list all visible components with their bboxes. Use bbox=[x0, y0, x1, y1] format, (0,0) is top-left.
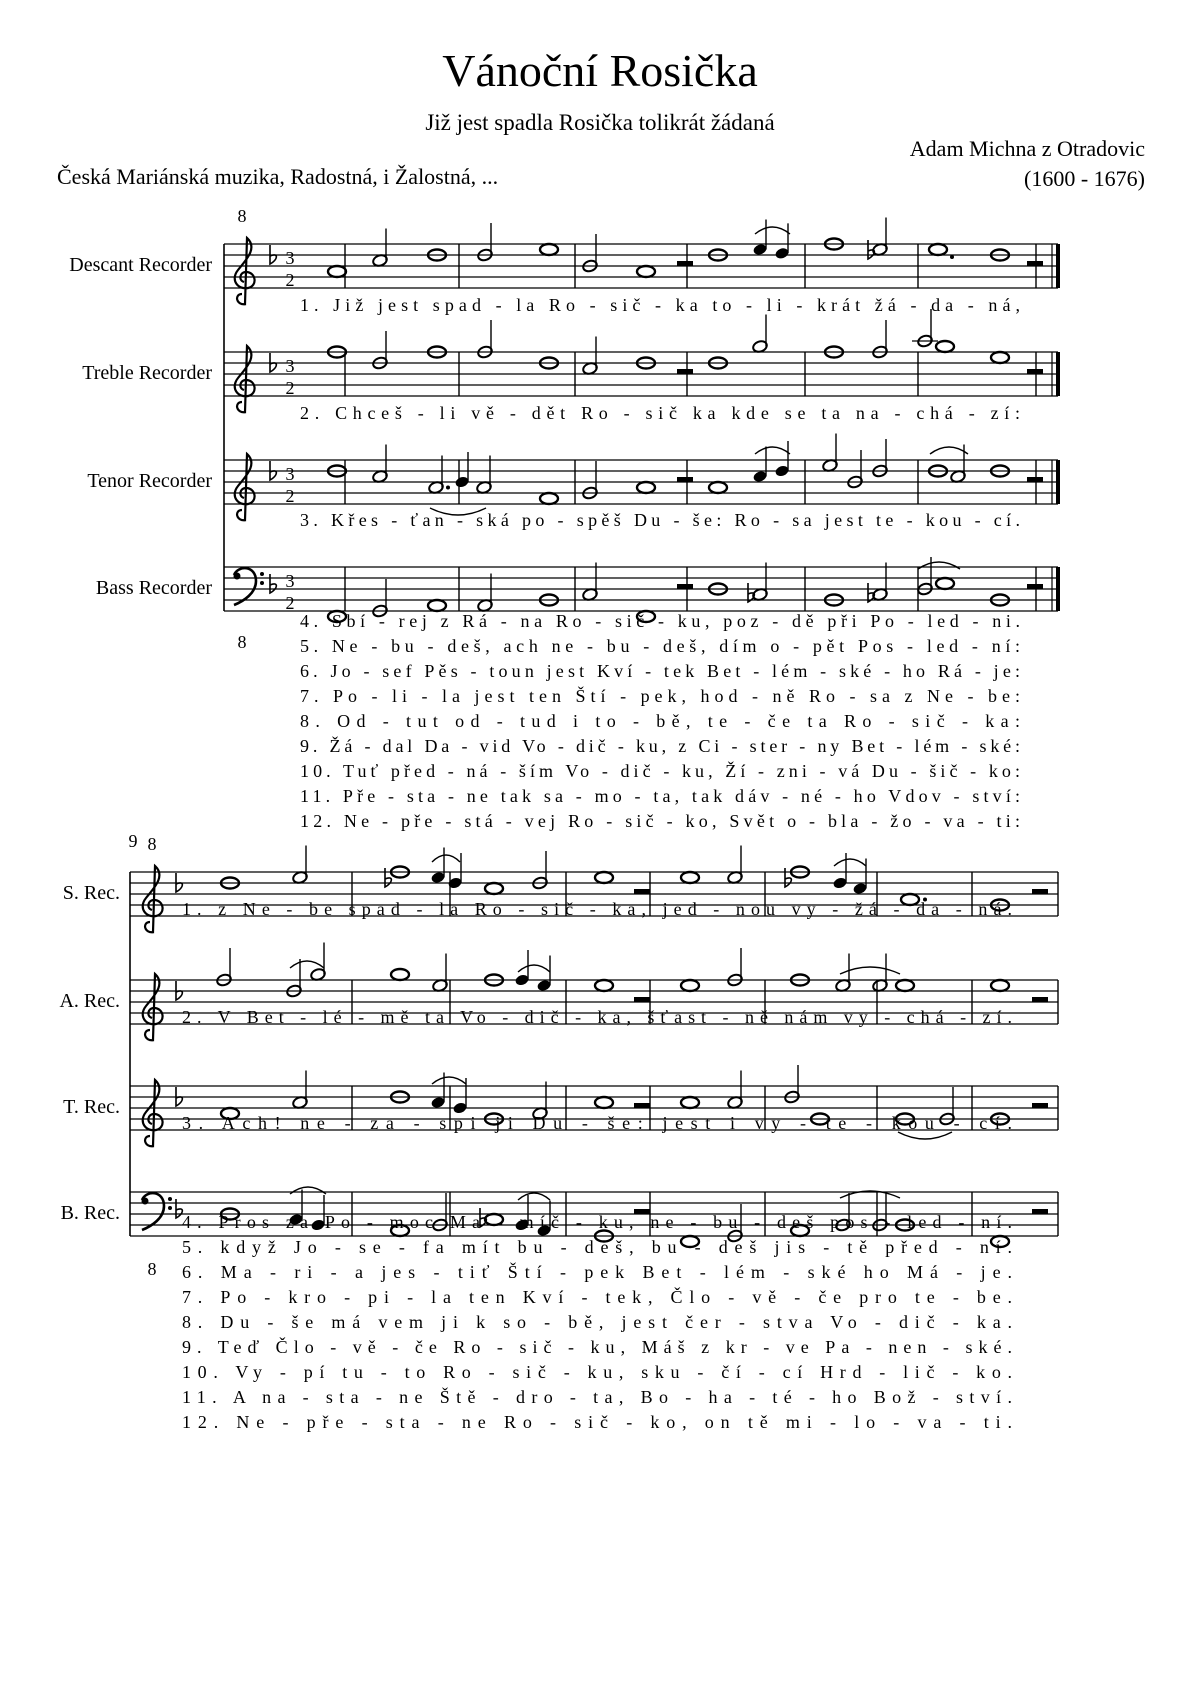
whole-note bbox=[936, 341, 954, 352]
whole-note bbox=[991, 980, 1009, 991]
treble-clef-icon bbox=[143, 1080, 163, 1146]
half-rest bbox=[677, 584, 693, 590]
treble-clef-icon bbox=[143, 974, 163, 1040]
instrument-label: Treble Recorder bbox=[82, 362, 212, 384]
source-line: Česká Mariánská muzika, Radostná, i Žalostná, ... bbox=[57, 164, 499, 189]
half-rest bbox=[634, 997, 650, 1003]
verse-line: 12. Ne - pře - stá - vej Ro - sič - ko, Svět o - bla - žo - va - ti: bbox=[300, 811, 1020, 831]
instrument-label: S. Rec. bbox=[62, 882, 120, 904]
whole-note bbox=[991, 352, 1009, 363]
verse-line: 12. Ne - pře - sta - ne Ro - sič - ko, on tě mi - lo - va - ti. bbox=[182, 1412, 1013, 1432]
half-rest bbox=[677, 261, 693, 267]
verse-line: 5. když Jo - se - fa mít bu - deš, bu - deš jis - tě před - ní. bbox=[182, 1237, 1013, 1257]
flat-sign-icon bbox=[868, 240, 874, 259]
dot bbox=[950, 255, 954, 259]
instrument-label: T. Rec. bbox=[63, 1096, 120, 1118]
verse-line: 1. z Ne - be spad - la Ro - sič - ka, jed - nou vy - žá - da - ná. bbox=[182, 899, 1012, 919]
whole-note bbox=[637, 266, 655, 277]
slur bbox=[834, 859, 866, 866]
treble-clef-icon bbox=[143, 866, 163, 932]
verse-line: 11. A na - sta - ne Ště - dro - ta, Bo - ha - té - ho Bož - ství. bbox=[182, 1387, 1012, 1407]
slur bbox=[518, 965, 550, 972]
whole-note bbox=[540, 493, 558, 504]
half-rest bbox=[1032, 1209, 1048, 1215]
whole-note bbox=[929, 244, 947, 255]
verse-line: 9. Teď Člo - vě - če Ro - sič - ku, Máš z kr - ve Pa - nen - ské. bbox=[182, 1337, 1012, 1357]
verse-line: 4. Pros za Po - moc Ma - míč - ku, ne - bu - deš pos - led - ní. bbox=[182, 1212, 1013, 1232]
octave-mark: 8 bbox=[147, 834, 157, 854]
whole-note bbox=[328, 266, 346, 277]
whole-note bbox=[428, 600, 446, 611]
verse-line: 9. Žá - dal Da - vid Vo - dič - ku, z Ci - ster - ny Bet - lém - ské: bbox=[300, 736, 1020, 756]
treble-clef-icon bbox=[235, 238, 255, 304]
time-sig-top: 3 bbox=[285, 464, 295, 484]
treble-clef-icon bbox=[235, 346, 255, 412]
instrument-label: Tenor Recorder bbox=[87, 470, 212, 492]
verse-line: 5. Ne - bu - deš, ach ne - bu - deš, dím o - pět Pos - led - ní: bbox=[300, 636, 1021, 656]
verse-line: 8. Od - tut od - tud i to - bě, te - če ta Ro - sič - ka: bbox=[300, 711, 1020, 731]
slur bbox=[755, 447, 790, 454]
octave-mark: 8 bbox=[147, 1259, 157, 1279]
time-sig-top: 3 bbox=[285, 356, 295, 376]
half-rest bbox=[1027, 261, 1043, 267]
verse-line: 10. Tuť před - ná - ším Vo - dič - ku, Ží - zni - vá Du - šič - ko: bbox=[300, 761, 1020, 781]
half-rest bbox=[677, 369, 693, 375]
flat-sign-icon bbox=[868, 583, 874, 602]
composer-name: Adam Michna z Otradovic bbox=[909, 136, 1145, 161]
bass-clef-dot bbox=[168, 1206, 172, 1210]
measure-number: 9 bbox=[128, 831, 138, 851]
whole-note bbox=[391, 969, 409, 980]
verse-line: 4. Sbí - rej z Rá - na Ro - sič - ku, poz - dě při Po - led - ni. bbox=[300, 611, 1020, 631]
half-rest bbox=[1032, 1103, 1048, 1109]
bass-clef-dot bbox=[142, 1198, 149, 1205]
verse-line: 3. Křes - ťan - ská po - spěš Du - še: Ro - sa jest te - kou - cí. bbox=[300, 510, 1020, 530]
instrument-label: A. Rec. bbox=[59, 990, 120, 1012]
whole-note bbox=[637, 482, 655, 493]
time-sig-bottom: 2 bbox=[285, 486, 295, 506]
verse-line: 1. Již jest spad - la Ro - sič - ka to - li - krát žá - da - ná, bbox=[300, 295, 1020, 315]
time-sig-bottom: 2 bbox=[285, 378, 295, 398]
whole-note bbox=[540, 244, 558, 255]
instrument-label: Bass Recorder bbox=[95, 577, 212, 599]
slur bbox=[755, 227, 790, 234]
whole-note bbox=[681, 872, 699, 883]
verse-line: 8. Du - še má vem ji k so - bě, jest čer - stva Vo - dič - ka. bbox=[182, 1312, 1013, 1332]
half-rest bbox=[634, 1103, 650, 1109]
slur bbox=[290, 961, 324, 968]
treble-clef-icon bbox=[235, 454, 255, 520]
composer-dates: (1600 - 1676) bbox=[1024, 166, 1145, 191]
whole-note bbox=[709, 482, 727, 493]
dot bbox=[446, 486, 450, 490]
whole-note bbox=[936, 578, 954, 589]
half-rest bbox=[634, 889, 650, 895]
whole-note bbox=[681, 1097, 699, 1108]
flat-sign-icon bbox=[270, 574, 276, 593]
instrument-label: Descant Recorder bbox=[69, 254, 212, 276]
verse-line: 7. Po - li - la jest ten Ští - pek, hod - ně Ro - sa z Ne - be: bbox=[300, 686, 1020, 706]
verse-line: 3. Ach! ne - za - spi ji Du - še: jest i vy - te - kou - cí. bbox=[182, 1113, 1013, 1133]
half-rest bbox=[1027, 369, 1043, 375]
whole-note bbox=[595, 1097, 613, 1108]
slur bbox=[898, 1132, 952, 1139]
half-rest bbox=[677, 477, 693, 483]
half-rest bbox=[1032, 889, 1048, 895]
slur bbox=[918, 562, 960, 569]
instrument-label: B. Rec. bbox=[60, 1202, 120, 1224]
octave-mark: 8 bbox=[237, 206, 247, 226]
time-sig-top: 3 bbox=[285, 571, 295, 591]
verse-line: 6. Jo - sef Pěs - toun jest Kví - tek Bet - lém - ské - ho Rá - je: bbox=[300, 661, 1020, 681]
bass-clef-dot bbox=[260, 572, 264, 576]
bass-clef-dot bbox=[234, 573, 241, 580]
whole-note bbox=[681, 980, 699, 991]
flat-sign-icon bbox=[748, 583, 754, 602]
whole-note bbox=[896, 980, 914, 991]
verse-line: 11. Pře - sta - ne tak sa - mo - ta, tak dáv - né - ho Vdov - ství: bbox=[300, 786, 1020, 806]
verse-line: 7. Po - kro - pi - la ten Kví - tek, Člo - vě - če pro te - be. bbox=[182, 1287, 1012, 1307]
slur bbox=[518, 1193, 550, 1200]
slur bbox=[290, 1187, 326, 1194]
verse-line: 6. Ma - ri - a jes - tiť Ští - pek Bet - lém - ské ho Má - je. bbox=[182, 1262, 1012, 1282]
half-rest bbox=[1032, 997, 1048, 1003]
whole-note bbox=[485, 883, 503, 894]
time-sig-top: 3 bbox=[285, 248, 295, 268]
half-rest bbox=[1027, 477, 1043, 483]
verse-line: 10. Vy - pí tu - to Ro - sič - ku, sku - čí - cí Hrd - lič - ko. bbox=[182, 1362, 1012, 1382]
verse-line: 2. V Bet - lé - mě ta Vo - dič - ka, šťast - ně nám vy - chá - zí. bbox=[182, 1007, 1013, 1027]
time-sig-bottom: 2 bbox=[285, 270, 295, 290]
whole-note bbox=[595, 872, 613, 883]
page-title: Vánoční Rosička bbox=[442, 45, 758, 96]
time-sig-bottom: 2 bbox=[285, 593, 295, 613]
bass-clef-dot bbox=[168, 1197, 172, 1201]
bass-clef-dot bbox=[260, 581, 264, 585]
half-rest bbox=[1027, 584, 1043, 590]
whole-note bbox=[595, 980, 613, 991]
page-subtitle: Již jest spadla Rosička tolikrát žádaná bbox=[425, 110, 775, 135]
slur bbox=[930, 447, 968, 454]
slur bbox=[432, 1077, 466, 1084]
octave-mark: 8 bbox=[237, 632, 247, 652]
verse-line: 2. Chceš - li vě - dět Ro - sič ka kde se ta na - chá - zí: bbox=[300, 403, 1020, 423]
slur bbox=[432, 855, 460, 862]
